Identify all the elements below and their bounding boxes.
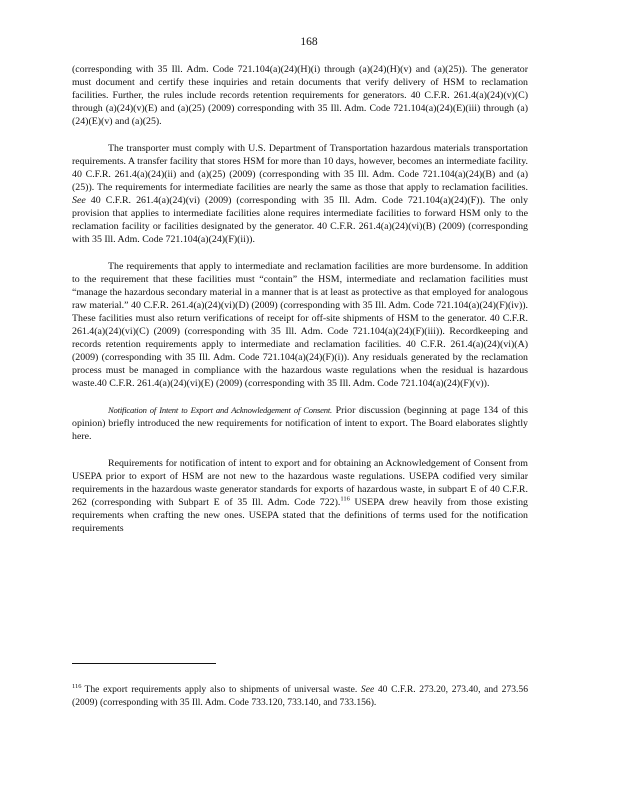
footnote-reference: 116	[340, 495, 350, 503]
paragraph-transporter: The transporter must comply with U.S. Department of Transportation hazardous materials transportation requirements. A transfer facility that stores HSM for more than 10 days, however, becomes an intermediate facility. 40 C.F.R. 261.4(a)(24)(ii) and (a)(25) (2009) (corresponding with 35 Ill. Adm. Code 721.104(a)(24)(B) and (a)(25)). The requirements for intermediate facilities are nearly the same as those that apply to reclamation facilities. See 40 C.F.R. 261.4(a)(24)(vi) (2009) (corresponding with 35 Ill. Adm. Code 721.104(a)(24)(F)). The only provision that applies to intermediate facilities alone requires intermediate facilities to forward HSM only to the reclamation facility or facilities designated by the generator. 40 C.F.R. 261.4(a)(24)(vi)(B) (2009) (corresponding with 35 Ill. Adm. Code 721.104(a)(24)(F)(ii)).	[72, 143, 529, 245]
inline-heading: Notification of Intent to Export and Acknowledgement of Consent.	[108, 405, 332, 415]
body-text	[72, 63, 528, 549]
paragraph-notification-heading: Notification of Intent to Export and Acknowledgement of Consent. Prior discussion (beginning at page 134 of this opinion) briefly introduced the new requirements for notification of intent to export. The Board elaborates slightly here.	[72, 405, 528, 442]
footnote-number: 116	[72, 682, 82, 690]
footnote: $^{116}$ The export requirements apply also to shipments of universal waste. See 40 C.F.R. 273.20, 273.40, and 273.56 (2009) (corresponding with 35 Ill. Adm. Code 733.120, 733.140, and 733.156).	[72, 682, 528, 708]
paragraph-facility-requirements: The requirements that apply to intermediate and reclamation facilities are more burdensome. In addition to the requirement that these facilities must “contain” the HSM, intermediate and reclamation facilities must “manage the hazardous secondary material in a manner that is at least as protective as that employed for analogous raw material.” 40 C.F.R. 261.4(a)(24)(vi)(D) (2009) (corresponding with 35 Ill. Adm. Code 721.104(a)(24)(F)(iv)). These facilities must also return verifications of receipt for off-site shipments of HSM to the generator. 40 C.F.R. 261.4(a)(24)(vi)(C) (2009) (corresponding with 35 Ill. Adm. Code 721.104(a)(24)(F)(iii)). Recordkeeping and records retention requirements apply to intermediate and reclamation facilities. 40 C.F.R. 261.4(a)(24)(vi)(A) (2009) (corresponding with 35 Ill. Adm. Code 721.104(a)(24)(F)(i)). Any residuals generated by the reclamation process must be managed in compliance with the hazardous waste regulations when the residual is hazardous waste.40 C.F.R. 261.4(a)(24)(vi)(E) (2009) (corresponding with 35 Ill. Adm. Code 721.104(a)(24)(F)(v)).	[72, 261, 528, 389]
footnote-divider	[72, 663, 216, 664]
see-signal: See	[360, 684, 375, 695]
page-number: 168	[300, 36, 318, 48]
paragraph-generator-records: (corresponding with 35 Ill. Adm. Code 721.104(a)(24)(H)(i) through (a)(24)(H)(v) and (a)(25)). The generator must document and certify these inquiries and retain documents that verify delivery of HSM to reclamation facilities. Further, the rules include records retention requirements for generators. 40 C.F.R. 261.4(a)(24)(v)(C) through (a)(24)(v)(E) and (a)(25) (2009) corresponding with 35 Ill. Adm. Code 721.104(a)(24)(E)(iii) through (a)(24)(E)(v) and (a)(25).	[72, 64, 528, 127]
paragraph-export-requirements: Requirements for notification of intent to export and for obtaining an Acknowledgement of Consent from USEPA prior to export of HSM are not new to the hazardous waste regulations. USEPA codified very similar requirements in the hazardous waste generator standards for exports of hazardous waste, in subpart E of 40 C.F.R. 262 (corresponding with Subpart E of 35 Ill. Adm. Code 722).$^{116}$ USEPA drew heavily from those existing requirements when crafting the new ones. USEPA stated that the definitions of terms used for the notification requirements	[72, 458, 528, 534]
